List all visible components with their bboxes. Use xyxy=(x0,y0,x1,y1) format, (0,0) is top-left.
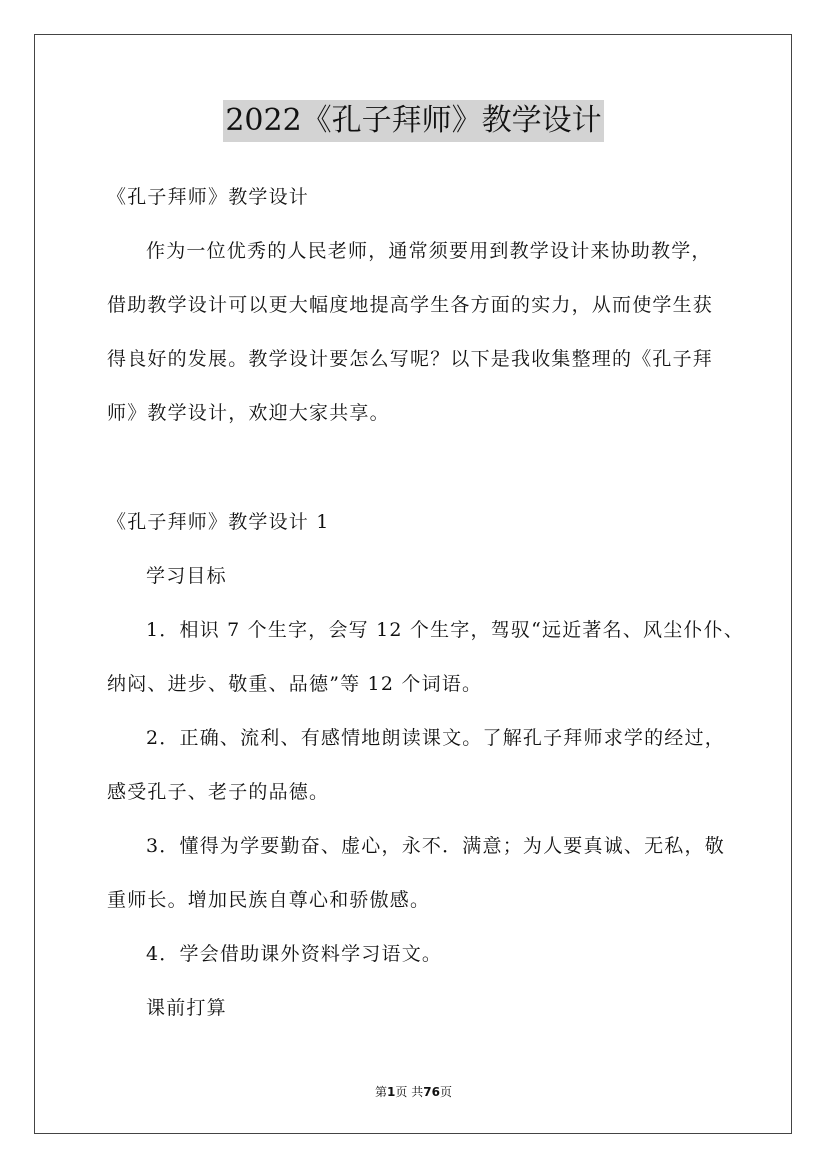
paragraph-line: 1．相识 7 个生字，会写 12 个生字，驾驭“远近著名、风尘仆仆、 xyxy=(146,619,745,641)
subheading-preparation: 课前打算 xyxy=(146,997,227,1019)
paragraph-line: 得良好的发展。教学设计要怎么写呢？以下是我收集整理的《孔子拜 xyxy=(107,348,714,370)
paragraph-line: 师》教学设计，欢迎大家共享。 xyxy=(107,402,390,424)
paragraph-line: 2．正确、流利、有感情地朗读课文。了解孔子拜师求学的经过， xyxy=(146,727,725,749)
footer-page-number: 1 xyxy=(387,1085,396,1099)
paragraph-line: 重师长。增加民族自尊心和骄傲感。 xyxy=(107,889,431,911)
footer-total-pages: 76 xyxy=(423,1085,440,1099)
document-title-container xyxy=(0,100,827,142)
footer-page-mid: 页 共 xyxy=(395,1085,424,1099)
paragraph-line: 3．懂得为学要勤奋、虚心，永不．满意；为人要真诚、无私，敬 xyxy=(146,835,725,857)
section-heading-1: 《孔子拜师》教学设计 1 xyxy=(107,511,330,533)
footer-page-suffix: 页 xyxy=(439,1085,452,1099)
paragraph-line: 纳闷、进步、敬重、品德”等 12 个词语。 xyxy=(107,673,483,695)
footer-page-prefix: 第 xyxy=(375,1085,388,1099)
section-heading-intro: 《孔子拜师》教学设计 xyxy=(107,186,310,208)
subheading-goals: 学习目标 xyxy=(146,565,227,587)
paragraph-line: 作为一位优秀的人民老师，通常须要用到教学设计来协助教学， xyxy=(146,240,712,262)
page-footer xyxy=(0,1083,827,1100)
paragraph-line: 感受孔子、老子的品德。 xyxy=(107,781,330,803)
paragraph-line: 借助教学设计可以更大幅度地提高学生各方面的实力，从而使学生获 xyxy=(107,294,714,316)
document-title: 2022《孔子拜师》教学设计 xyxy=(223,100,603,142)
paragraph-line: 4．学会借助课外资料学习语文。 xyxy=(146,943,443,965)
